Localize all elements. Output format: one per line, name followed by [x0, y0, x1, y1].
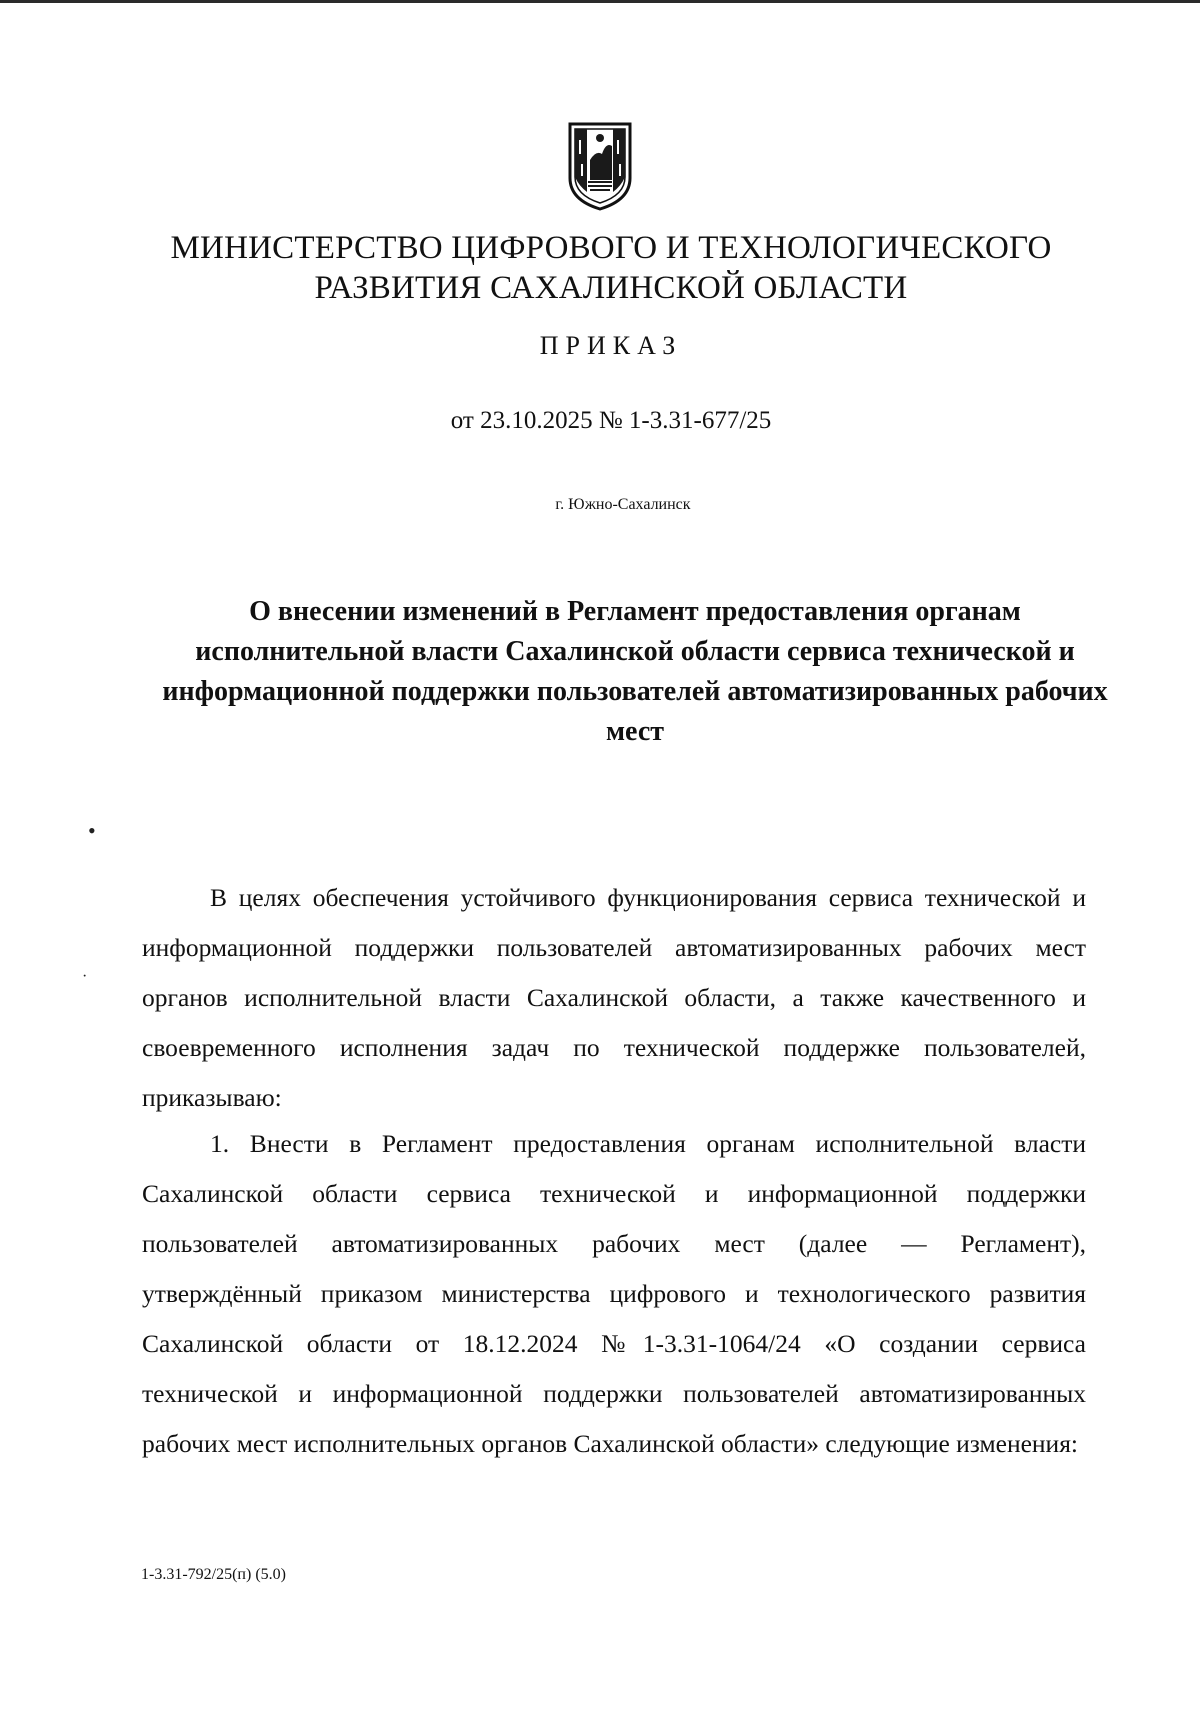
document-city: г. Южно-Сахалинск [555, 496, 691, 513]
document-type: ПРИКАЗ [539, 331, 683, 360]
ministry-name [0, 228, 1200, 308]
item-1-paragraph [142, 1119, 1086, 1469]
ministry-name-line-2: РАЗВИТИЯ САХАЛИНСКОЙ ОБЛАСТИ [314, 270, 908, 306]
ministry-name-line-1: МИНИСТЕРСТВО ЦИФРОВОГО И ТЕХНОЛОГИЧЕСКОГО [170, 230, 1052, 266]
preamble-paragraph [142, 873, 1086, 1123]
item-1-text: 1. Внести в Регламент предоставления органам исполнительной власти Сахалинской области сервиса технической и информационной поддержки пользователей автоматизированных рабочих мест (далее — Регламент), утверждённый приказом министерства цифрового и технологического развития Сахалинской области от 18.12.2024 №1-3.31-1064/24 «О создании сервиса технической и информационной поддержки пользователей автоматизированных рабочих мест исполнительных органов Сахалинской области» следующие изменения: [142, 1129, 1086, 1458]
scan-speck-mark: • [88, 818, 96, 843]
document-date-number: от 23.10.2025 № 1-3.31-677/25 [450, 407, 772, 434]
document-title: О внесении изменений в Регламент предоставления органам исполнительной власти Сахалинской области сервиса технической и информационной поддержки пользователей автоматизированных рабочих мест [162, 596, 1108, 747]
scan-speck-mark: · [82, 968, 88, 985]
preamble-text: В целях обеспечения устойчивого функционирования сервиса технической и информационной поддержки пользователей автоматизированных рабочих мест органов исполнительной власти Сахалинской области, а также качественного и своевременного исполнения задач по технической поддержке пользователей, приказываю: [142, 883, 1086, 1112]
scan-top-edge [0, 0, 1200, 3]
sakhalin-coat-of-arms-icon [566, 120, 634, 212]
document-footer-code: 1-3.31-792/25(п) (5.0) [141, 1566, 286, 1583]
